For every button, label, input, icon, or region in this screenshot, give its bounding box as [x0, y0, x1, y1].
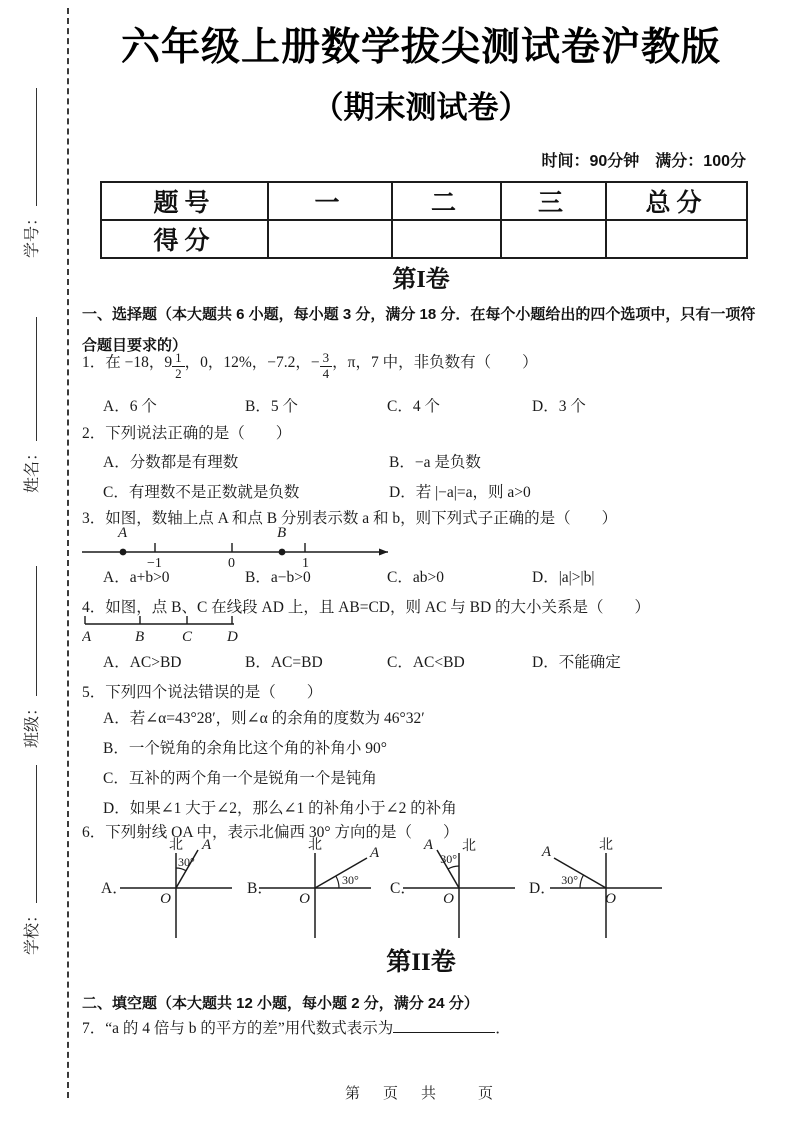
page-subtitle: （期末测试卷）	[312, 90, 530, 125]
main-content	[82, 0, 760, 1122]
origin-label: O	[605, 891, 616, 907]
q3-option-a: A．a+b>0	[103, 569, 170, 586]
score-table-score-row	[101, 220, 747, 258]
question1-stem	[82, 350, 538, 382]
q6-fig-d-option-label: D．	[529, 880, 556, 897]
question6-stem: 6．下列射线 OA 中，表示北偏西 30° 方向的是（ ）	[82, 824, 459, 841]
q3-option-c: C．ab>0	[387, 569, 444, 586]
question4-stem: 4．如图，点 B、C 在线段 AD 上，且 AB=CD，则 AC 与 BD 的大小关系是（ ）	[82, 599, 651, 616]
north-label: 北	[462, 839, 476, 854]
q1-option-b: B．5 个	[245, 398, 298, 415]
score-row-label: 得分	[101, 220, 268, 258]
origin-label: O	[443, 891, 454, 907]
school-label: 学校：	[24, 906, 41, 955]
q4-option-c: C．AC<BD	[387, 654, 465, 671]
north-label: 北	[308, 838, 322, 853]
q6-compass-figure-b	[229, 836, 379, 942]
q4-label-d: D	[227, 629, 238, 645]
question7-stem	[82, 1016, 511, 1038]
seal-field-class	[21, 566, 45, 748]
q7-answer-blank	[393, 1018, 495, 1033]
score-cell	[606, 220, 747, 258]
seal-field-school	[21, 765, 45, 955]
q6-compass-figure-d	[520, 836, 670, 942]
q5-option-d: D．如果∠1 大于∠2，那么∠1 的补角小于∠2 的补角	[103, 800, 457, 817]
page-title: 六年级上册数学拔尖测试卷沪教版	[120, 26, 721, 69]
question2-stem: 2．下列说法正确的是（ ）	[82, 425, 292, 442]
seal-field-name	[21, 317, 45, 493]
question5-stem: 5．下列四个说法错误的是（ ）	[82, 684, 323, 701]
q3-point-a-label: A	[118, 525, 128, 541]
q3-point-b-dot	[279, 549, 286, 556]
school-blank-line	[22, 765, 37, 903]
q1-frac2-denominator: 4	[322, 366, 330, 381]
q2-option-b: B．−a 是负数	[389, 454, 481, 471]
q5-option-c: C．互补的两个角一个是锐角一个是钝角	[103, 770, 377, 787]
q2-option-d: D．若 |−a|=a，则 a>0	[389, 484, 531, 501]
q1-frac1-denominator: 2	[175, 366, 182, 381]
q1-text-post: ，π，7 中，非负数有（ ）	[332, 354, 538, 371]
q7-text-post: ．	[495, 1020, 511, 1037]
q1-option-d: D．3 个	[532, 398, 586, 415]
part1-title: 第I卷	[392, 267, 450, 293]
q6-figures-row	[82, 836, 760, 942]
q4-segment-figure	[82, 612, 282, 646]
score-table-header-cell: 总分	[606, 182, 747, 220]
q1-fraction-1	[172, 351, 185, 382]
ray-point-label: A	[541, 844, 551, 860]
q3-point-b-label: B	[277, 525, 287, 541]
question2-options-row2	[82, 480, 760, 504]
q3-option-b: B．a−b>0	[245, 569, 311, 586]
ray-point-label: A	[423, 837, 433, 853]
q1-option-c: C．4 个	[387, 398, 440, 415]
q1-frac1-numerator: 1	[172, 351, 185, 367]
question3-options	[82, 565, 760, 589]
q4-option-b: B．AC=BD	[245, 654, 323, 671]
student-id-label: 学号：	[24, 209, 41, 258]
score-table-header-row	[101, 182, 747, 220]
q7-text-pre: 7．“a 的 4 倍与 b 的平方的差”用代数式表示为	[82, 1020, 394, 1037]
q2-option-c: C．有理数不是正数就是负数	[103, 484, 300, 501]
q1-text-mid: ，0，12%，−7.2，−	[184, 354, 320, 371]
north-label: 北	[599, 838, 613, 853]
student-id-blank-line	[22, 88, 37, 206]
q4-label-a: A	[82, 629, 92, 645]
part2-title: 第II卷	[386, 949, 456, 976]
question3-stem: 3．如图，数轴上点 A 和点 B 分别表示数 a 和 b，则下列式子正确的是（ ）	[82, 510, 618, 527]
score-table	[100, 181, 748, 259]
q4-option-d: D．不能确定	[532, 654, 621, 671]
q1-text-pre: 1．在 −18，9	[82, 354, 173, 371]
score-cell	[501, 220, 606, 258]
origin-label: O	[160, 891, 171, 907]
time-score-info: 时间：90分钟 满分：100分	[541, 153, 746, 170]
question4-options	[82, 650, 760, 674]
origin-label: O	[299, 891, 310, 907]
score-table-header-cell: 二	[392, 182, 501, 220]
q6-compass-figure-a	[90, 836, 240, 942]
q2-option-a: A．分数都是有理数	[103, 454, 239, 471]
q6-fig-a-option-label: A．	[101, 880, 128, 897]
q6-fig-c-option-label: C．	[390, 880, 416, 897]
class-label: 班级：	[24, 699, 41, 748]
q6-compass-figure-c	[373, 836, 523, 942]
angle-label: 30°	[342, 873, 359, 887]
question2-options-row1	[82, 450, 760, 474]
q1-option-a: A．6 个	[103, 398, 157, 415]
page-footer: 第 页 共 页	[344, 1086, 497, 1102]
q5-option-b: B．一个锐角的余角比这个角的补角小 90°	[103, 740, 387, 757]
score-cell	[392, 220, 501, 258]
q1-fraction-2	[320, 351, 333, 382]
q3-tick-minus1: −1	[147, 556, 162, 570]
name-blank-line	[22, 317, 37, 441]
q3-tick-1: 1	[302, 556, 309, 570]
score-cell	[268, 220, 392, 258]
q3-tick-0: 0	[228, 556, 235, 570]
question1-options	[82, 394, 760, 418]
angle-label: 30°	[178, 855, 195, 869]
score-table-header-cell: 三	[501, 182, 606, 220]
section2-heading: 二、填空题（本大题共 12 小题，每小题 2 分，满分 24 分）	[82, 995, 479, 1012]
angle-label: 30°	[440, 852, 457, 866]
q3-point-a-dot	[120, 549, 127, 556]
q4-label-c: C	[182, 629, 193, 645]
q4-option-a: A．AC>BD	[103, 654, 182, 671]
score-table-header-cell: 一	[268, 182, 392, 220]
section1-heading: 一、选择题（本大题共 6 小题，每小题 3 分，满分 18 分．在每个小题给出的四个选项中，只有一项符合题目要求的）	[82, 306, 756, 354]
north-label: 北	[169, 838, 183, 853]
score-table-header-cell: 题号	[101, 182, 268, 220]
q1-frac2-numerator: 3	[320, 351, 333, 367]
class-blank-line	[22, 566, 37, 696]
q3-option-d: D．|a|>|b|	[532, 569, 595, 586]
seal-field-student-id	[21, 88, 45, 258]
ray-point-label: A	[202, 837, 212, 853]
q6-fig-b-option-label: B．	[247, 880, 273, 897]
q5-option-a: A．若∠α=43°28′，则∠α 的余角的度数为 46°32′	[103, 710, 425, 727]
name-label: 姓名：	[24, 444, 41, 493]
q4-label-b: B	[135, 629, 145, 645]
q3-number-line-figure	[82, 522, 422, 570]
ray-point-label: A	[370, 845, 379, 861]
seal-dashed-line	[67, 8, 69, 1098]
angle-label: 30°	[561, 873, 578, 887]
